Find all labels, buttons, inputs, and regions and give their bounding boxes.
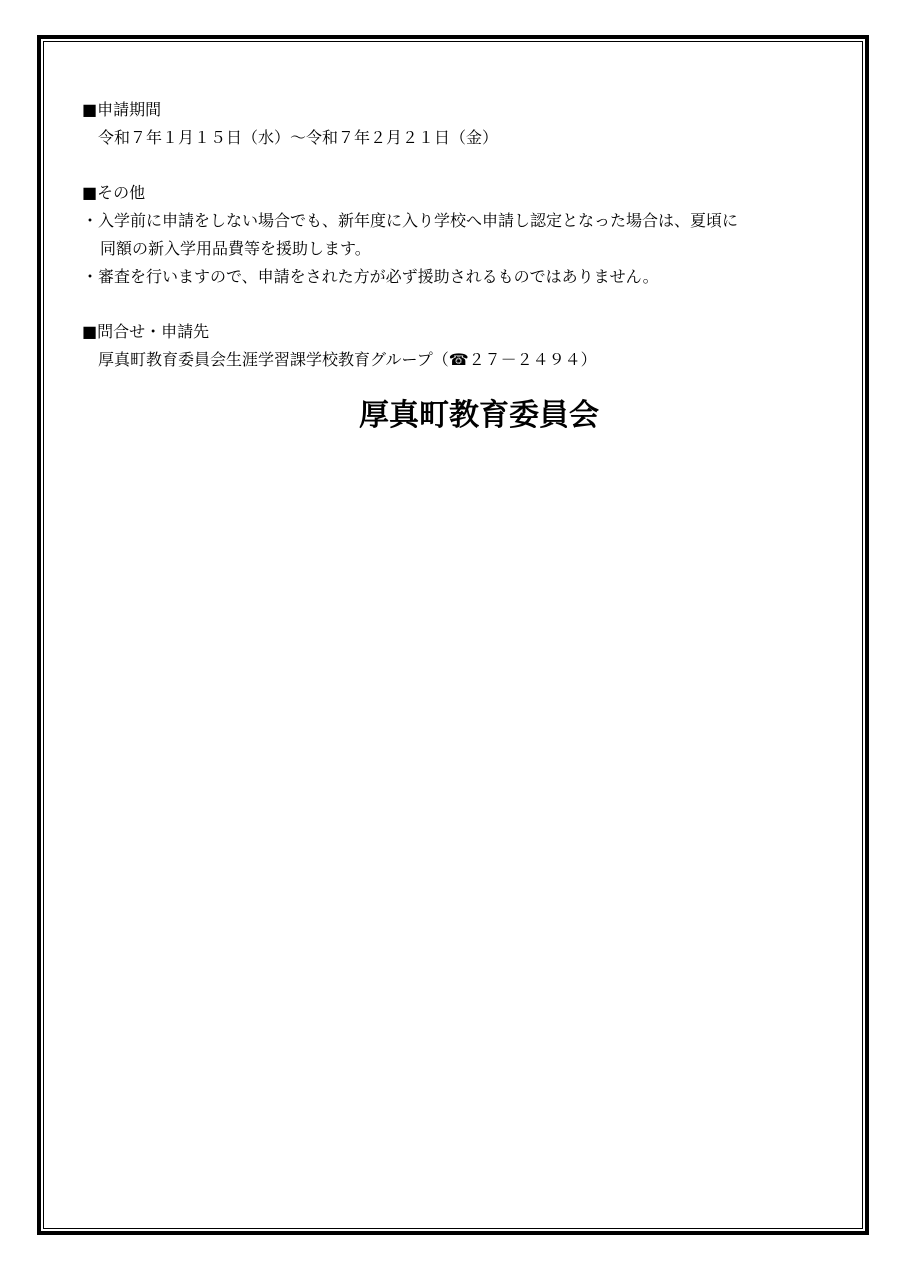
application-period-heading: ■申請期間	[82, 100, 162, 119]
application-period-section	[82, 96, 842, 152]
other-heading: ■その他	[82, 183, 146, 202]
other-section	[82, 179, 842, 291]
list-item	[82, 263, 842, 291]
other-bullet-1-line-2: 同額の新入学用品費等を援助します。	[100, 239, 371, 258]
other-bullet-1-line-1: ・入学前に申請をしない場合でも、新年度に入り学校へ申請し認定となった場合は、夏頃に	[82, 211, 739, 230]
contact-heading: ■問合せ・申請先	[82, 322, 210, 341]
issuer-name: 厚真町教育委員会	[359, 398, 599, 433]
application-period-dates: 令和７年１月１５日（水）〜令和７年２月２１日（金）	[98, 128, 499, 147]
notice-body	[82, 96, 842, 374]
contact-office: 厚真町教育委員会生涯学習課学校教育グループ（☎２７－２４９４）	[98, 350, 597, 369]
contact-section	[82, 318, 842, 374]
other-bullet-2: ・審査を行いますので、申請をされた方が必ず援助されるものではありません。	[82, 267, 659, 286]
list-item	[82, 207, 842, 263]
